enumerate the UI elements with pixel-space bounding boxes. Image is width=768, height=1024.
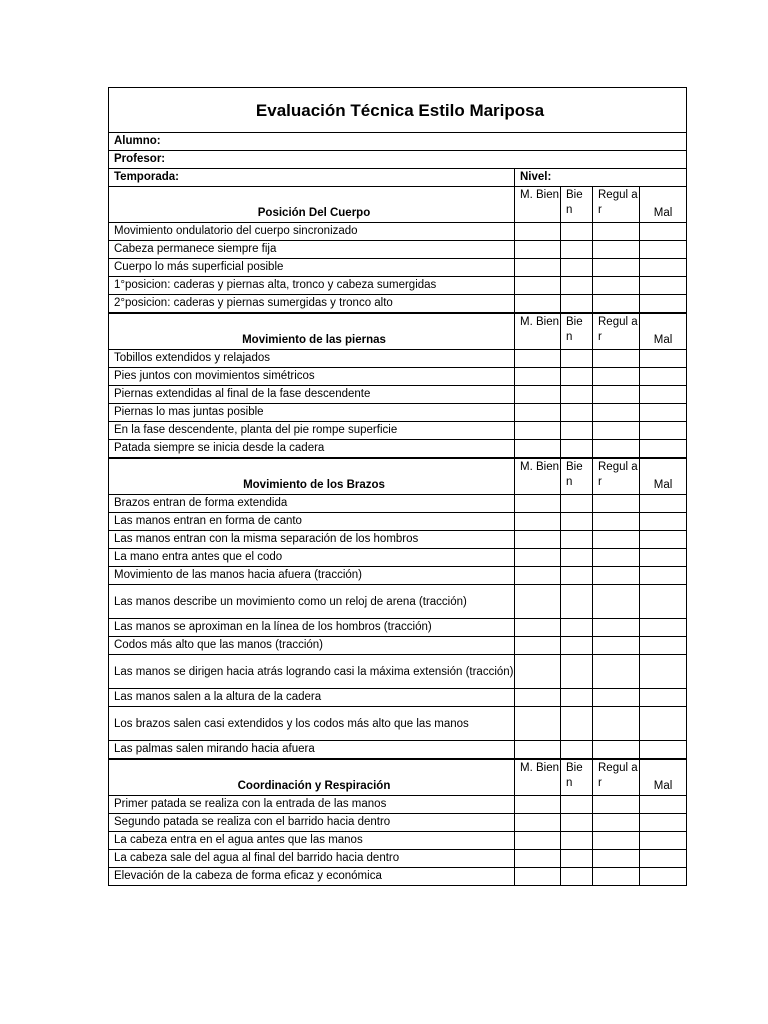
section-title: Movimiento de las piernas [109, 313, 515, 350]
rating-m-bien-cell[interactable] [515, 368, 561, 386]
rating-bien-cell[interactable] [561, 495, 593, 513]
rating-regular-cell[interactable] [593, 832, 640, 850]
rating-bien-cell[interactable] [561, 277, 593, 295]
temporada-field[interactable]: Temporada: [109, 169, 515, 187]
rating-bien-cell[interactable] [561, 440, 593, 459]
rating-bien-cell[interactable] [561, 585, 593, 619]
rating-bien-cell[interactable] [561, 386, 593, 404]
rating-m-bien-cell[interactable] [515, 637, 561, 655]
rating-mal-cell[interactable] [640, 868, 687, 886]
rating-mal-cell[interactable] [640, 513, 687, 531]
criterion-label: Movimiento ondulatorio del cuerpo sincronizado [109, 223, 515, 241]
rating-bien-cell[interactable] [561, 223, 593, 241]
column-header-rating-regular: Regul ar [593, 759, 640, 796]
rating-bien-cell[interactable] [561, 655, 593, 689]
rating-m-bien-cell[interactable] [515, 223, 561, 241]
criterion-label: Pies juntos con movimientos simétricos [109, 368, 515, 386]
rating-mal-cell[interactable] [640, 368, 687, 386]
criterion-label: Brazos entran de forma extendida [109, 495, 515, 513]
rating-m-bien-cell[interactable] [515, 832, 561, 850]
criterion-row [109, 350, 687, 368]
criterion-label: Piernas extendidas al final de la fase descendente [109, 386, 515, 404]
rating-m-bien-cell[interactable] [515, 531, 561, 549]
criterion-label: Las manos salen a la altura de la cadera [109, 689, 515, 707]
rating-bien-cell[interactable] [561, 422, 593, 440]
criterion-label: Las manos entran con la misma separación de los hombros [109, 531, 515, 549]
criterion-row [109, 832, 687, 850]
rating-bien-cell[interactable] [561, 707, 593, 741]
criterion-row [109, 259, 687, 277]
column-header-rating-bien: Bie n [561, 187, 593, 223]
criterion-label: Las manos se aproximan en la línea de los hombros (tracción) [109, 619, 515, 637]
criterion-row [109, 585, 687, 619]
rating-regular-cell[interactable] [593, 386, 640, 404]
section-title: Movimiento de los Brazos [109, 458, 515, 495]
rating-regular-cell[interactable] [593, 655, 640, 689]
rating-bien-cell[interactable] [561, 832, 593, 850]
criterion-row [109, 796, 687, 814]
rating-mal-cell[interactable] [640, 796, 687, 814]
rating-regular-cell[interactable] [593, 295, 640, 314]
rating-mal-cell[interactable] [640, 619, 687, 637]
criterion-label: Movimiento de las manos hacia afuera (tracción) [109, 567, 515, 585]
rating-bien-cell[interactable] [561, 741, 593, 760]
column-header-rating-m-bien: M. Bien [515, 759, 561, 796]
criterion-label: Las manos describe un movimiento como un reloj de arena (tracción) [109, 585, 515, 619]
criterion-row [109, 655, 687, 689]
criterion-row [109, 637, 687, 655]
criterion-label: Patada siempre se inicia desde la cadera [109, 440, 515, 459]
rating-mal-cell[interactable] [640, 495, 687, 513]
rating-bien-cell[interactable] [561, 513, 593, 531]
rating-m-bien-cell[interactable] [515, 868, 561, 886]
criterion-label: Primer patada se realiza con la entrada de las manos [109, 796, 515, 814]
criterion-label: Cuerpo lo más superficial posible [109, 259, 515, 277]
rating-regular-cell[interactable] [593, 814, 640, 832]
section-title: Posición Del Cuerpo [109, 187, 515, 223]
rating-m-bien-cell[interactable] [515, 655, 561, 689]
rating-regular-cell[interactable] [593, 796, 640, 814]
criterion-label: Los brazos salen casi extendidos y los codos más alto que las manos [109, 707, 515, 741]
criterion-label: 2°posicion: caderas y piernas sumergidas y tronco alto [109, 295, 515, 314]
column-header-rating-regular: Regul ar [593, 458, 640, 495]
rating-m-bien-cell[interactable] [515, 850, 561, 868]
rating-m-bien-cell[interactable] [515, 585, 561, 619]
rating-regular-cell[interactable] [593, 495, 640, 513]
rating-regular-cell[interactable] [593, 422, 640, 440]
rating-mal-cell[interactable] [640, 350, 687, 368]
rating-bien-cell[interactable] [561, 241, 593, 259]
rating-regular-cell[interactable] [593, 368, 640, 386]
rating-m-bien-cell[interactable] [515, 440, 561, 459]
rating-regular-cell[interactable] [593, 707, 640, 741]
rating-regular-cell[interactable] [593, 868, 640, 886]
column-header-rating-bien: Bie n [561, 759, 593, 796]
column-header-rating-m-bien: M. Bien [515, 313, 561, 350]
rating-m-bien-cell[interactable] [515, 350, 561, 368]
section-header-movimiento-de-los-brazos [109, 458, 687, 495]
column-header-rating-mal: Mal [640, 313, 687, 350]
rating-mal-cell[interactable] [640, 585, 687, 619]
criterion-label: La mano entra antes que el codo [109, 549, 515, 567]
criterion-row [109, 707, 687, 741]
rating-m-bien-cell[interactable] [515, 241, 561, 259]
rating-bien-cell[interactable] [561, 549, 593, 567]
criterion-row [109, 223, 687, 241]
rating-m-bien-cell[interactable] [515, 513, 561, 531]
criterion-row [109, 513, 687, 531]
rating-regular-cell[interactable] [593, 741, 640, 760]
rating-mal-cell[interactable] [640, 832, 687, 850]
profesor-field[interactable]: Profesor: [109, 151, 687, 169]
sheet-title: Evaluación Técnica Estilo Mariposa [109, 88, 687, 133]
column-header-rating-bien: Bie n [561, 313, 593, 350]
rating-regular-cell[interactable] [593, 549, 640, 567]
evaluation-sheet [108, 87, 686, 886]
rating-m-bien-cell[interactable] [515, 567, 561, 585]
rating-m-bien-cell[interactable] [515, 386, 561, 404]
criterion-row [109, 368, 687, 386]
criterion-label: En la fase descendente, planta del pie rompe superficie [109, 422, 515, 440]
rating-mal-cell[interactable] [640, 422, 687, 440]
rating-regular-cell[interactable] [593, 241, 640, 259]
column-header-rating-bien: Bie n [561, 458, 593, 495]
rating-mal-cell[interactable] [640, 707, 687, 741]
criterion-row [109, 868, 687, 886]
rating-m-bien-cell[interactable] [515, 277, 561, 295]
rating-bien-cell[interactable] [561, 259, 593, 277]
rating-regular-cell[interactable] [593, 619, 640, 637]
column-header-rating-mal: Mal [640, 187, 687, 223]
section-header-coordinacion-y-respiracion [109, 759, 687, 796]
rating-m-bien-cell[interactable] [515, 741, 561, 760]
rating-mal-cell[interactable] [640, 814, 687, 832]
section-header-posicion-del-cuerpo [109, 187, 687, 223]
rating-regular-cell[interactable] [593, 404, 640, 422]
rating-m-bien-cell[interactable] [515, 422, 561, 440]
rating-regular-cell[interactable] [593, 277, 640, 295]
rating-bien-cell[interactable] [561, 689, 593, 707]
rating-regular-cell[interactable] [593, 689, 640, 707]
rating-regular-cell[interactable] [593, 350, 640, 368]
rating-regular-cell[interactable] [593, 637, 640, 655]
rating-regular-cell[interactable] [593, 585, 640, 619]
rating-bien-cell[interactable] [561, 619, 593, 637]
criterion-label: Tobillos extendidos y relajados [109, 350, 515, 368]
rating-mal-cell[interactable] [640, 567, 687, 585]
rating-bien-cell[interactable] [561, 567, 593, 585]
rating-m-bien-cell[interactable] [515, 689, 561, 707]
rating-regular-cell[interactable] [593, 531, 640, 549]
criterion-row [109, 619, 687, 637]
rating-bien-cell[interactable] [561, 404, 593, 422]
nivel-field[interactable]: Nivel: [515, 169, 687, 187]
criterion-label: Las manos se dirigen hacia atrás logrando casi la máxima extensión (tracción) [109, 655, 515, 689]
criterion-row [109, 814, 687, 832]
criterion-label: Cabeza permanece siempre fija [109, 241, 515, 259]
rating-m-bien-cell[interactable] [515, 295, 561, 314]
criterion-row [109, 295, 687, 314]
criterion-row [109, 567, 687, 585]
criterion-row [109, 277, 687, 295]
rating-m-bien-cell[interactable] [515, 619, 561, 637]
rating-mal-cell[interactable] [640, 241, 687, 259]
rating-bien-cell[interactable] [561, 814, 593, 832]
rating-bien-cell[interactable] [561, 868, 593, 886]
criterion-row [109, 741, 687, 760]
alumno-field[interactable]: Alumno: [109, 133, 687, 151]
criterion-label: Las manos entran en forma de canto [109, 513, 515, 531]
rating-mal-cell[interactable] [640, 637, 687, 655]
criterion-label: Codos más alto que las manos (tracción) [109, 637, 515, 655]
criterion-row [109, 422, 687, 440]
rating-bien-cell[interactable] [561, 531, 593, 549]
criterion-label: La cabeza sale del agua al final del barrido hacia dentro [109, 850, 515, 868]
criterion-label: Las palmas salen mirando hacia afuera [109, 741, 515, 760]
rating-m-bien-cell[interactable] [515, 796, 561, 814]
rating-mal-cell[interactable] [640, 549, 687, 567]
column-header-rating-regular: Regul ar [593, 313, 640, 350]
section-header-movimiento-de-las-piernas [109, 313, 687, 350]
criterion-row [109, 689, 687, 707]
criterion-row [109, 549, 687, 567]
rating-mal-cell[interactable] [640, 295, 687, 314]
rating-mal-cell[interactable] [640, 440, 687, 459]
rating-regular-cell[interactable] [593, 223, 640, 241]
rating-m-bien-cell[interactable] [515, 495, 561, 513]
rating-m-bien-cell[interactable] [515, 259, 561, 277]
rating-m-bien-cell[interactable] [515, 549, 561, 567]
column-header-rating-regular: Regul ar [593, 187, 640, 223]
section-title: Coordinación y Respiración [109, 759, 515, 796]
criterion-row [109, 531, 687, 549]
column-header-rating-m-bien: M. Bien [515, 187, 561, 223]
rating-m-bien-cell[interactable] [515, 404, 561, 422]
evaluation-table [108, 87, 687, 886]
rating-mal-cell[interactable] [640, 404, 687, 422]
rating-bien-cell[interactable] [561, 850, 593, 868]
criterion-row [109, 495, 687, 513]
rating-regular-cell[interactable] [593, 850, 640, 868]
column-header-rating-mal: Mal [640, 458, 687, 495]
criterion-label: La cabeza entra en el agua antes que las manos [109, 832, 515, 850]
rating-mal-cell[interactable] [640, 277, 687, 295]
rating-mal-cell[interactable] [640, 531, 687, 549]
rating-mal-cell[interactable] [640, 386, 687, 404]
rating-regular-cell[interactable] [593, 567, 640, 585]
rating-mal-cell[interactable] [640, 655, 687, 689]
rating-mal-cell[interactable] [640, 259, 687, 277]
criterion-row [109, 440, 687, 459]
criterion-label: Elevación de la cabeza de forma eficaz y económica [109, 868, 515, 886]
rating-mal-cell[interactable] [640, 689, 687, 707]
rating-regular-cell[interactable] [593, 259, 640, 277]
criterion-row [109, 241, 687, 259]
rating-bien-cell[interactable] [561, 796, 593, 814]
criterion-row [109, 386, 687, 404]
rating-bien-cell[interactable] [561, 368, 593, 386]
rating-mal-cell[interactable] [640, 741, 687, 760]
rating-bien-cell[interactable] [561, 637, 593, 655]
rating-mal-cell[interactable] [640, 850, 687, 868]
criterion-label: 1°posicion: caderas y piernas alta, tronco y cabeza sumergidas [109, 277, 515, 295]
rating-regular-cell[interactable] [593, 440, 640, 459]
rating-bien-cell[interactable] [561, 295, 593, 314]
column-header-rating-mal: Mal [640, 759, 687, 796]
rating-bien-cell[interactable] [561, 350, 593, 368]
criterion-row [109, 404, 687, 422]
criterion-label: Segundo patada se realiza con el barrido hacia dentro [109, 814, 515, 832]
rating-m-bien-cell[interactable] [515, 814, 561, 832]
rating-regular-cell[interactable] [593, 513, 640, 531]
rating-mal-cell[interactable] [640, 223, 687, 241]
criterion-row [109, 850, 687, 868]
rating-m-bien-cell[interactable] [515, 707, 561, 741]
criterion-label: Piernas lo mas juntas posible [109, 404, 515, 422]
column-header-rating-m-bien: M. Bien [515, 458, 561, 495]
